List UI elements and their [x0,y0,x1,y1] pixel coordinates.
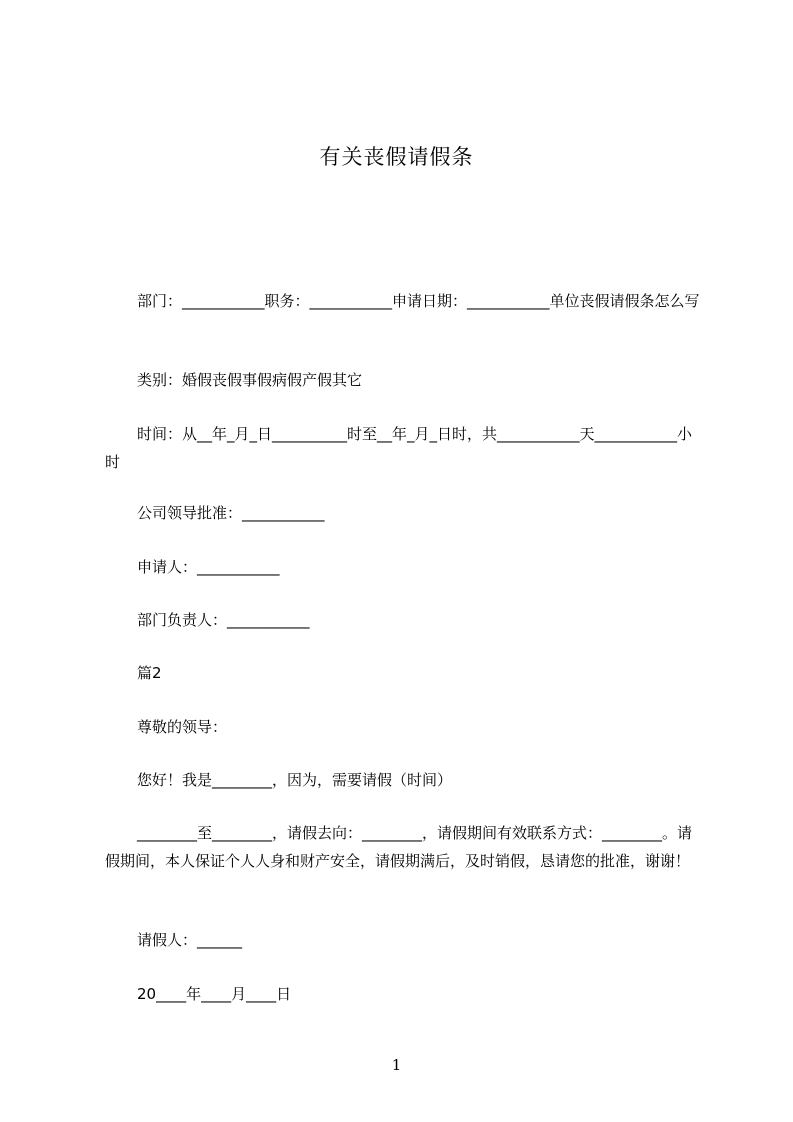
paragraph-request-body: ________至________，请假去向：________，请假期间有效联系方式：________。请假期间，本人保证个人人身和财产安全，请假期满后，及时销假，恳请您的批准，谢谢！ [105,824,693,870]
paragraph-applicant: 申请人：___________ [137,558,280,576]
paragraph-department-head: 部门负责人：___________ [137,611,310,629]
paragraph-section-2: 篇2 [137,664,162,682]
paragraph-leave-category: 类别：婚假丧假事假病假产假其它 [137,371,363,389]
paragraph-leader-approval: 公司领导批准：___________ [137,504,325,522]
paragraph-salutation: 尊敬的领导： [137,718,228,736]
paragraph-date: 20____年____月____日 [137,985,292,1003]
page-number: 1 [391,1056,402,1074]
paragraph-department-info: 部门：___________职务：___________申请日期：___________单位丧假请假条怎么写 [137,292,700,310]
document-title: 有关丧假请假条 [319,145,474,169]
paragraph-leave-time: 时间：从__年_月_日__________时至__年_月_日时，共___________天___________小时 [105,425,693,471]
paragraph-greeting: 您好！我是________，因为，需要请假（时间） [137,771,453,789]
paragraph-requester: 请假人：______ [137,931,243,949]
